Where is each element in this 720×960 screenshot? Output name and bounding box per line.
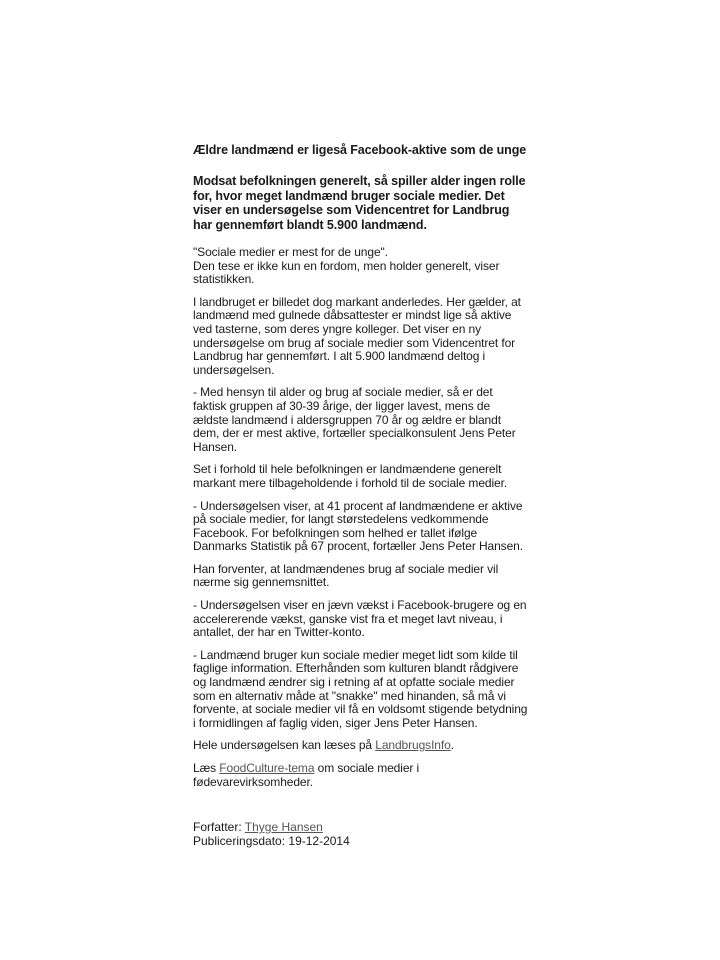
article — [193, 142, 528, 848]
body-paragraph: Han forventer, at landmændenes brug af sociale medier vil nærme sig gennemsnittet. — [193, 561, 499, 590]
published-label: Publiceringsdato: — [193, 834, 289, 849]
author-label: Forfatter: — [193, 820, 245, 835]
body-paragraph: I landbruget er billedet dog markant anderledes. Her gælder, at landmænd med gulnede dåbsattester er mindst lige så aktive ved tasterne, som deres yngre kolleger. Det viser en ny undersøgelse om brug af sociale medier som Videncentret for Landbrug har gennemført. I alt 5.900 landmænd deltog i undersøgelsen. — [193, 294, 521, 377]
body-paragraph: - Undersøgelsen viser en jævn vækst i Facebook-brugere og en accelererende vækst, ganske vist fra et meget lavt niveau, i antallet, der har en Twitter-konto. — [193, 598, 527, 640]
article-body — [193, 246, 528, 730]
read-more-suffix: . — [450, 738, 454, 753]
published-date: 19-12-2014 — [288, 834, 350, 849]
body-paragraph: Set i forhold til hele befolkningen er landmændene generelt markant mere tilbageholdende i forhold til de sociale medier. — [193, 462, 508, 490]
theme-suffix: om sociale medier i fødevarevirksomheder. — [193, 761, 420, 789]
theme-line — [193, 762, 528, 789]
body-paragraph: - Undersøgelsen viser, at 41 procent af landmændene er aktive på sociale medier, for langt størstedelens vedkommende Facebook. For befolkningen som helhed er tallet ifølge Danmarks Statistik på 67 procent, fortæller Jens Peter Hansen. — [193, 498, 523, 554]
article-lead: Modsat befolkningen generelt, så spiller alder ingen rolle for, hvor meget landmænd bruger sociale medier. Det viser en undersøgelse som Videncentret for Landbrug har gennemført blandt 5.900 landmænd. — [193, 174, 526, 232]
body-paragraph: "Sociale medier er mest for de unge". Den tese er ikke kun en fordom, men holder generelt, viser statistikken. — [193, 245, 500, 287]
theme-prefix: Læs — [193, 761, 220, 775]
body-paragraph: - Med hensyn til alder og brug af sociale medier, så er det faktisk gruppen af 30-39 årige, der ligger lavest, mens de ældste landmænd i aldersgruppen 70 år og ældre er blandt dem, der er mest aktive, fortæller specialkonsulent Jens Peter Hansen. — [193, 385, 516, 454]
read-more-prefix: Hele undersøgelsen kan læses på — [193, 738, 376, 753]
read-more-line — [193, 739, 528, 753]
article-meta — [193, 820, 528, 848]
author-line — [193, 820, 528, 834]
landbrugsinfo-link[interactable]: LandbrugsInfo — [375, 738, 451, 753]
author-link[interactable]: Thyge Hansen — [244, 820, 323, 835]
article-title: Ældre landmænd er ligeså Facebook-aktive som de unge — [193, 143, 527, 157]
foodculture-link[interactable]: FoodCulture-tema — [219, 761, 315, 775]
published-line — [193, 834, 528, 848]
body-paragraph: - Landmænd bruger kun sociale medier meget lidt som kilde til faglige information. Efterhånden som kulturen blandt rådgivere og landmænd ændrer sig i retning af at opfatte sociale medier som en alternativ måde at "snakke" med hinanden, så må vi forvente, at sociale medier vil få en voldsomt stigende betydning i formidlingen af faglig viden, siger Jens Peter Hansen. — [193, 647, 528, 730]
